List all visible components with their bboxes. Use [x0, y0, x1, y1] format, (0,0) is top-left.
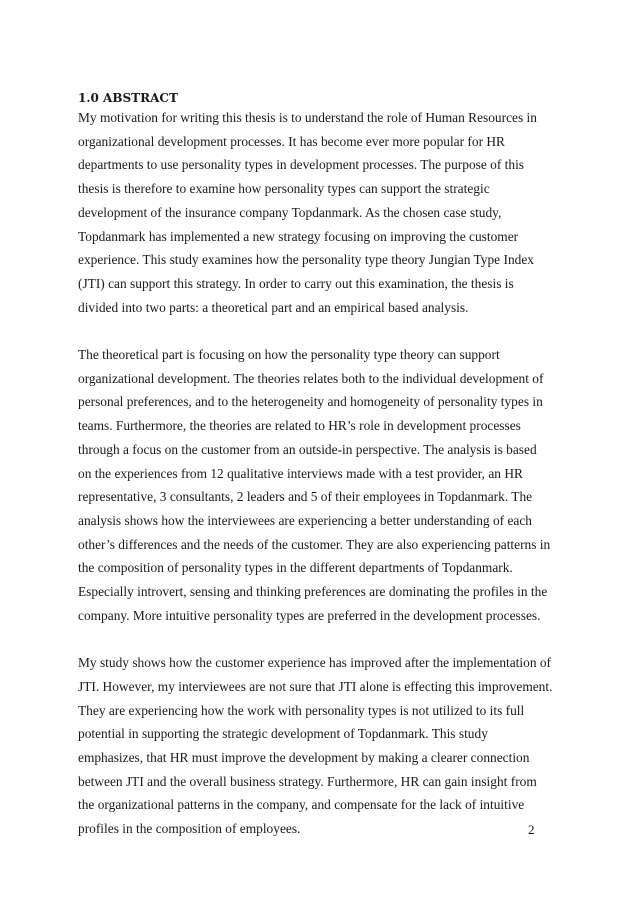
paragraph-1: [78, 106, 570, 319]
text-line: between JTI and the overall business strategy. Furthermore, HR can gain insight from: [78, 773, 537, 789]
text-line: JTI. However, my interviewees are not sure that JTI alone is effecting this improvement.: [78, 678, 553, 694]
text-line: thesis is therefore to examine how personality types can support the strategic: [78, 181, 490, 197]
text-line: on the experiences from 12 qualitative interviews made with a test provider, an HR: [78, 465, 523, 481]
section-heading: 1.0 ABSTRACT: [78, 91, 178, 105]
page-number: 2: [528, 822, 535, 837]
text-line: Especially introvert, sensing and thinking preferences are dominating the profiles in the: [78, 584, 548, 600]
text-line: My study shows how the customer experience has improved after the implementation of: [78, 655, 552, 671]
text-line: the composition of personality types in the different departments of Topdanmark.: [78, 560, 513, 576]
text-line: organizational development. The theories relates both to the individual development of: [78, 370, 544, 386]
text-line: They are experiencing how the work with personality types is not utilized to its full: [78, 702, 525, 718]
text-line: potential in supporting the strategic development of Topdanmark. This study: [78, 726, 488, 742]
paragraph-gap: [78, 319, 570, 343]
text-line: departments to use personality types in development processes. The purpose of this: [78, 157, 525, 173]
text-line: emphasizes, that HR must improve the development by making a clearer connection: [78, 749, 530, 765]
text-line: the organizational patterns in the company, and compensate for the lack of intuitive: [78, 797, 525, 813]
text-line: through a focus on the customer from an outside-in perspective. The analysis is based: [78, 441, 537, 457]
text-line: experience. This study examines how the personality type theory Jungian Type Index: [78, 252, 534, 268]
paragraph-3: [78, 651, 570, 841]
text-line: analysis shows how the interviewees are experiencing a better understanding of each: [78, 512, 533, 528]
text-line: representative, 3 consultants, 2 leaders and 5 of their employees in Topdanmark. The: [78, 489, 533, 505]
text-line: development of the insurance company Topdanmark. As the chosen case study,: [78, 204, 502, 220]
text-line: profiles in the composition of employees.: [78, 821, 301, 837]
text-line: organizational development processes. It has become ever more popular for HR: [78, 133, 505, 149]
abstract-section: [78, 91, 570, 841]
paragraph-gap: [78, 627, 570, 651]
text-line: Topdanmark has implemented a new strategy focusing on improving the customer: [78, 228, 519, 244]
text-line: My motivation for writing this thesis is to understand the role of Human Resources in: [78, 110, 537, 125]
text-line: teams. Furthermore, the theories are related to HR’s role in development processes: [78, 418, 521, 434]
text-line: company. More intuitive personality types are preferred in the development processes.: [78, 607, 541, 623]
text-line: personal preferences, and to the heterogeneity and homogeneity of personality types in: [78, 394, 543, 410]
text-line: divided into two parts: a theoretical part and an empirical based analysis.: [78, 299, 469, 315]
text-line: The theoretical part is focusing on how the personality type theory can support: [78, 347, 500, 363]
text-line: other’s differences and the needs of the customer. They are also experiencing patterns in: [78, 536, 551, 552]
text-line: (JTI) can support this strategy. In order to carry out this examination, the thesis is: [78, 275, 514, 291]
paragraph-2: [78, 343, 570, 627]
